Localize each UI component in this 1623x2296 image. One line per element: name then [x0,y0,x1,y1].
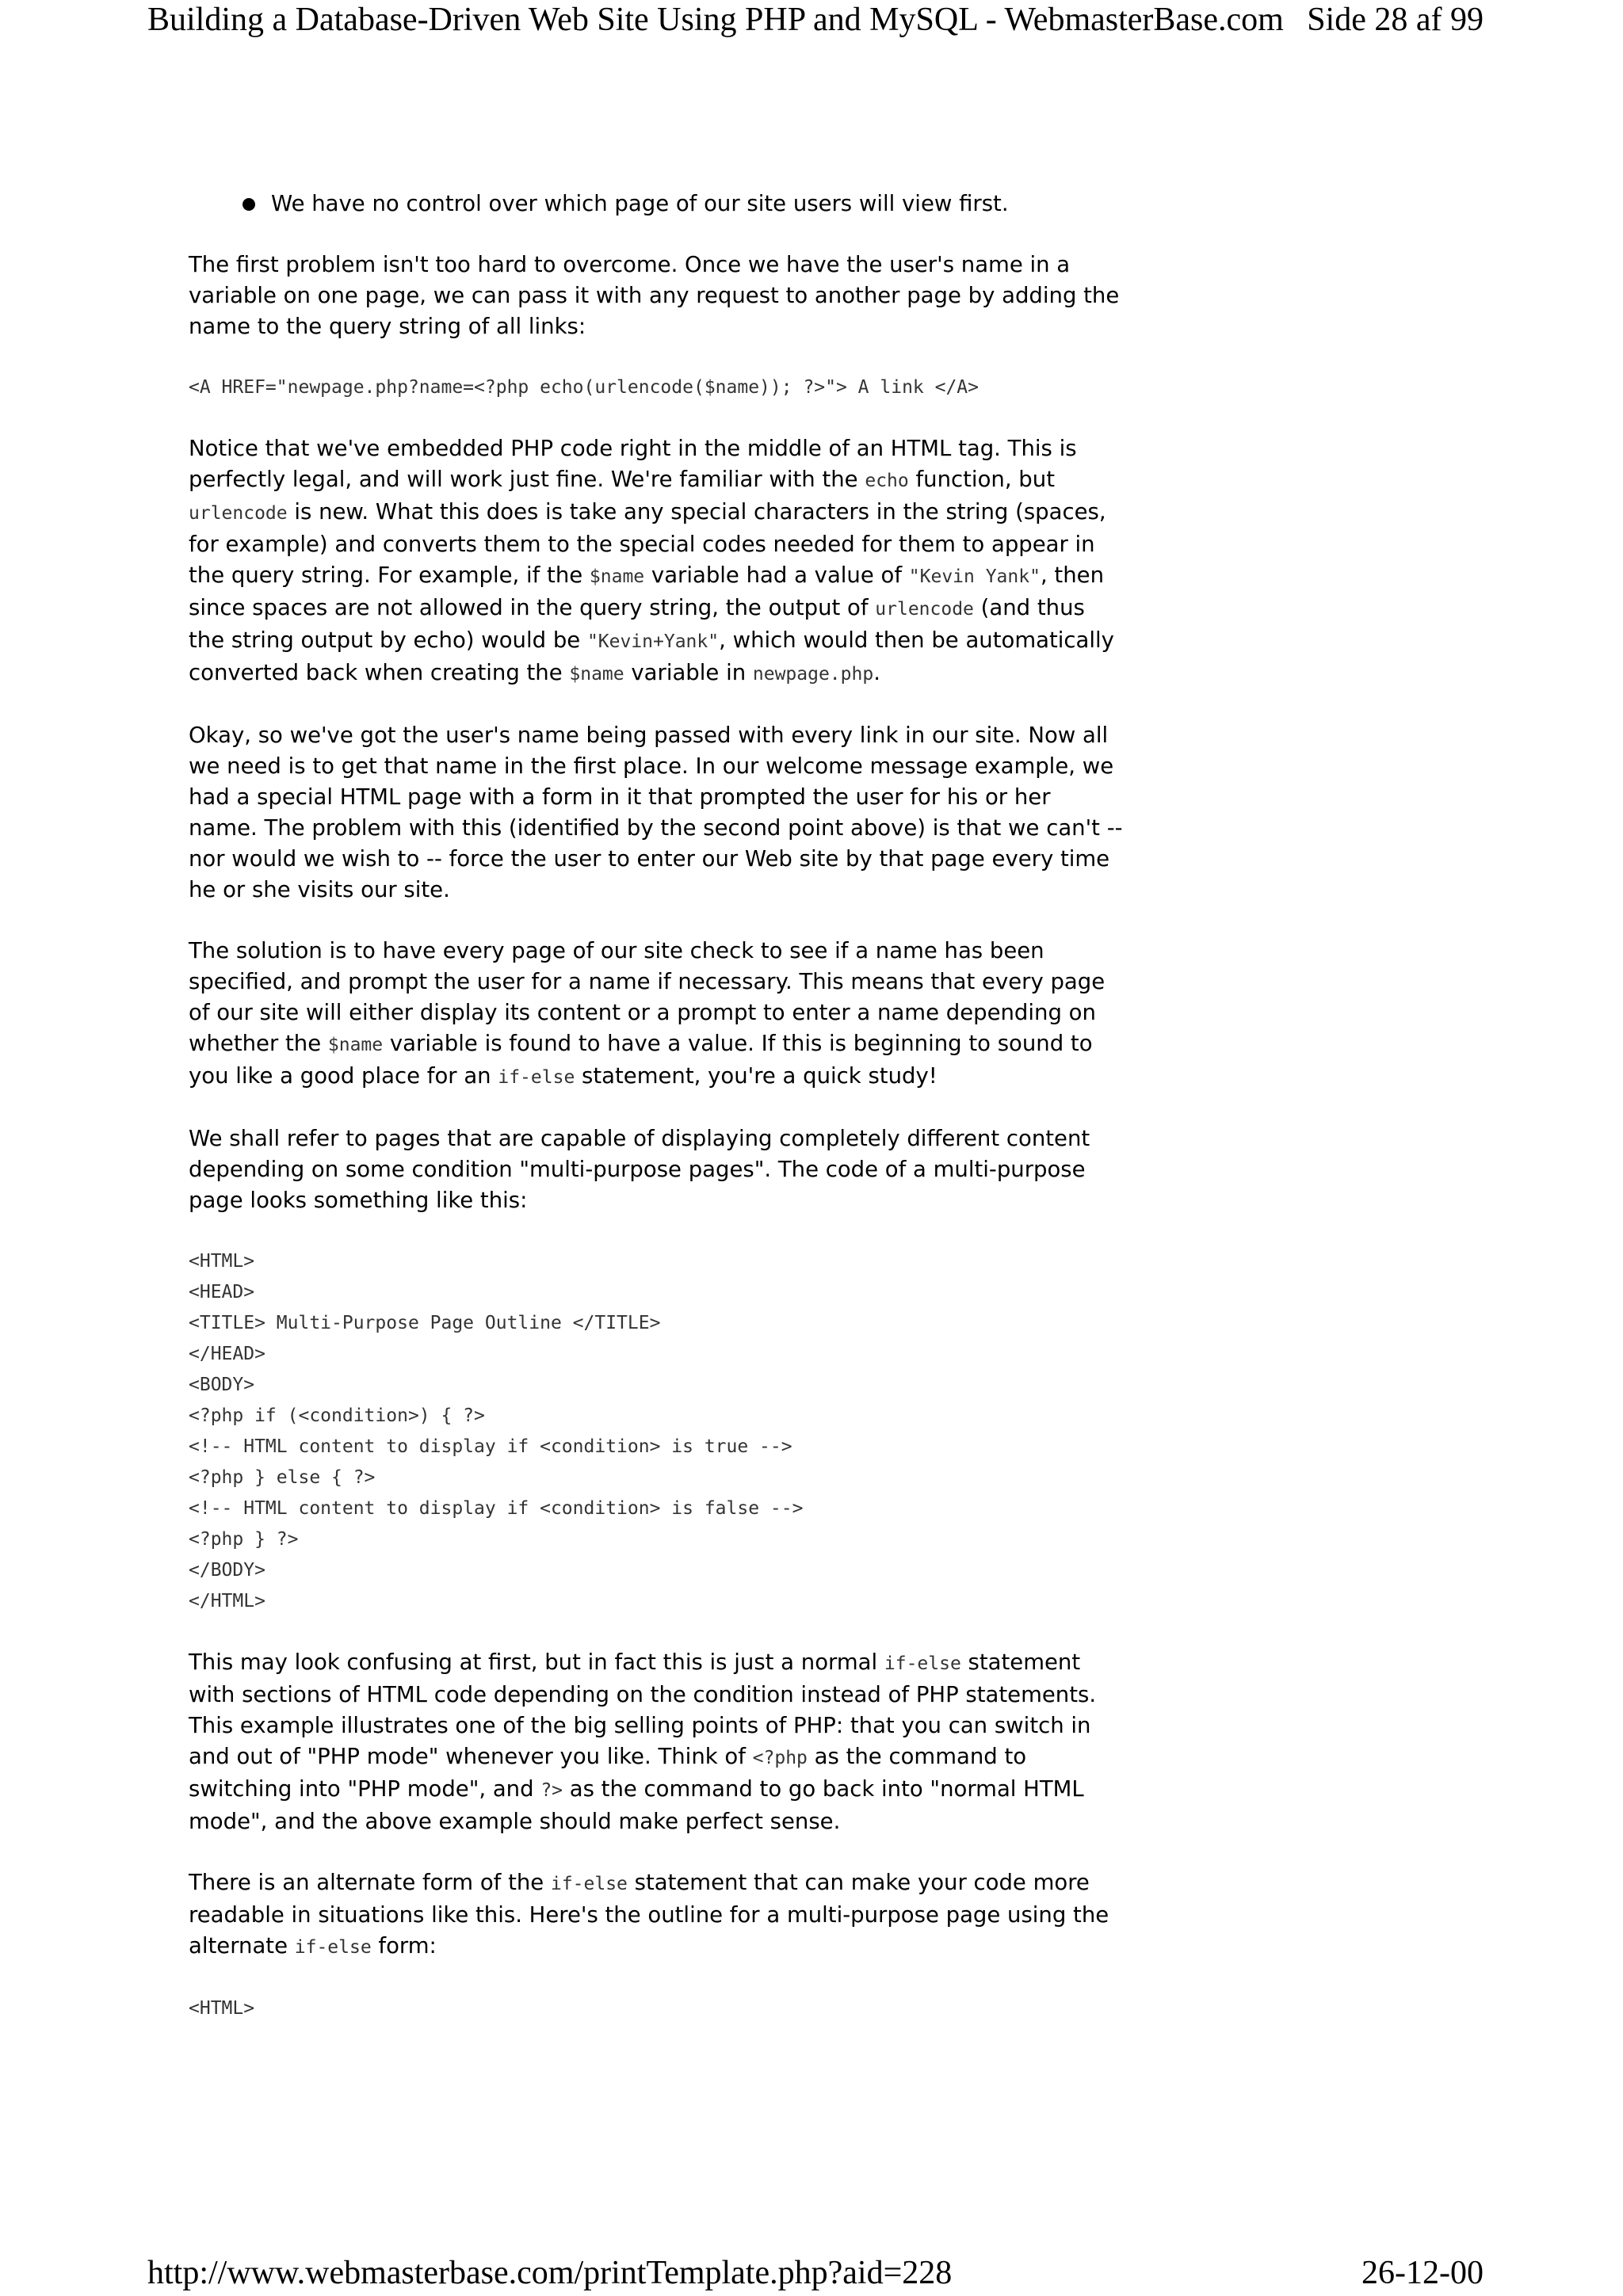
code-line: <?php } ?> [189,1529,299,1550]
text-span: The solution is to have every page of our site check to see if a name has been specified, and prompt the user for a name if necessary. This means that every page of our site will either display its content or a prompt to enter a name depending on whether the [189,938,1106,1056]
paragraph-multi-purpose: We shall refer to pages that are capable of displaying completely different content depending on some condition "multi-purpose pages". The code of a multi-purpose page looks something like this: [189,1126,1090,1213]
inline-code: "Kevin+Yank" [586,631,720,652]
paragraph-solution [189,936,1124,1093]
inline-code: urlencode [875,599,974,620]
inline-code: if-else [294,1937,372,1958]
inline-code: $name [327,1035,384,1055]
code-line: <!-- HTML content to display if <condition> is false --> [189,1498,804,1519]
code-line: <BODY> [189,1375,255,1395]
code-line: <HEAD> [189,1282,255,1302]
text-span: function, but [908,467,1055,492]
page-header-title: Building a Database-Driven Web Site Using PHP and MySQL - WebmasterBase.com [147,2,1284,38]
bullet-list [189,189,1124,219]
text-span: variable is found to have a value. If this is beginning to sound to you like a good place for an [189,1031,1093,1089]
paragraph-php-mode [189,1647,1124,1837]
source-url: http://www.webmasterbase.com/printTemplate.php?aid=228 [147,2255,953,2291]
text-span: as the command to go back into "normal HTML mode", and the above example should make perfect sense. [189,1776,1084,1834]
inline-code: urlencode [189,503,288,524]
text-span: variable in [624,660,753,685]
code-line: <!-- HTML content to display if <condition> is true --> [189,1436,792,1457]
paragraph-query-string: The first problem isn't too hard to overcome. Once we have the user's name in a variable on one page, we can pass it with any request to another page by adding the name to the query string of all links: [189,252,1120,339]
text-span: , which would then be automatically converted back when creating the [189,627,1114,685]
text-span: statement that can make your code more readable in situations like this. Here's the outline for a multi-purpose page using the alternate [189,1870,1109,1958]
code-line: </HEAD> [189,1344,265,1364]
code-line: </BODY> [189,1560,265,1581]
text-span: statement, you're a quick study! [575,1063,938,1089]
inline-code: <?php [752,1748,808,1768]
text-span: (and thus the string output by echo) would be [189,595,1085,653]
inline-code: if-else [498,1067,575,1088]
text-span: , then since spaces are not allowed in the query string, the output of [189,563,1104,620]
inline-code: ?> [540,1780,563,1801]
article-body [189,189,1124,2054]
code-block-alternate: <HTML> [189,1998,255,2019]
text-span: as the command to switching into "PHP mode", and [189,1744,1027,1802]
paragraph-alternate-form [189,1867,1124,1963]
text-span: . [873,660,880,685]
inline-code: $name [569,664,624,685]
text-span: form: [371,1933,437,1958]
inline-code: $name [589,566,645,587]
text-span: Notice that we've embedded PHP code right in the middle of an HTML tag. This is perfectly legal, and will work just fine. We're familiar with the [189,436,1077,492]
code-line: <?php if (<condition>) { ?> [189,1405,485,1426]
print-date: 26-12-00 [1361,2255,1484,2291]
inline-code: echo [865,471,909,491]
inline-code: if-else [550,1874,628,1894]
inline-code: newpage.php [752,664,874,685]
code-block-outline [189,1246,1124,1617]
code-line: <?php } else { ?> [189,1467,376,1488]
code-line: <HTML> [189,1251,255,1272]
code-line: </HTML> [189,1591,265,1611]
paragraph-name-passing: Okay, so we've got the user's name being passed with every link in our site. Now all we need is to get that name in the first place. In our welcome message example, we had a special HTML page with a form in it that prompted the user for his or her name. The problem with this (identified by the second point above) is that we can't -- nor would we wish to -- force the user to enter our Web site by that page every time he or she visits our site. [189,723,1123,902]
text-span: There is an alternate form of the [189,1870,551,1895]
code-block-link: <A HREF="newpage.php?name=<?php echo(urlencode($name)); ?>"> A link </A> [189,377,979,398]
code-line: <TITLE> Multi-Purpose Page Outline </TITLE> [189,1313,661,1333]
inline-code: "Kevin Yank" [908,566,1041,587]
text-span: statement with sections of HTML code depending on the condition instead of PHP statements. This example illustrates one of the big selling points of PHP: that you can switch in and out of "PHP mode" whenever you like. Think of [189,1650,1097,1769]
text-span: variable had a value of [644,563,909,588]
paragraph-urlencode [189,433,1124,690]
page-number: Side 28 af 99 [1307,2,1484,38]
text-span: This may look confusing at first, but in fact this is just a normal [189,1650,884,1675]
list-item: We have no control over which page of our site users will view first. [271,189,1124,219]
text-span: is new. What this does is take any special characters in the string (spaces, for example) and converts them to the special codes needed for them to appear in the query string. For example, if the [189,499,1106,588]
inline-code: if-else [884,1653,961,1674]
